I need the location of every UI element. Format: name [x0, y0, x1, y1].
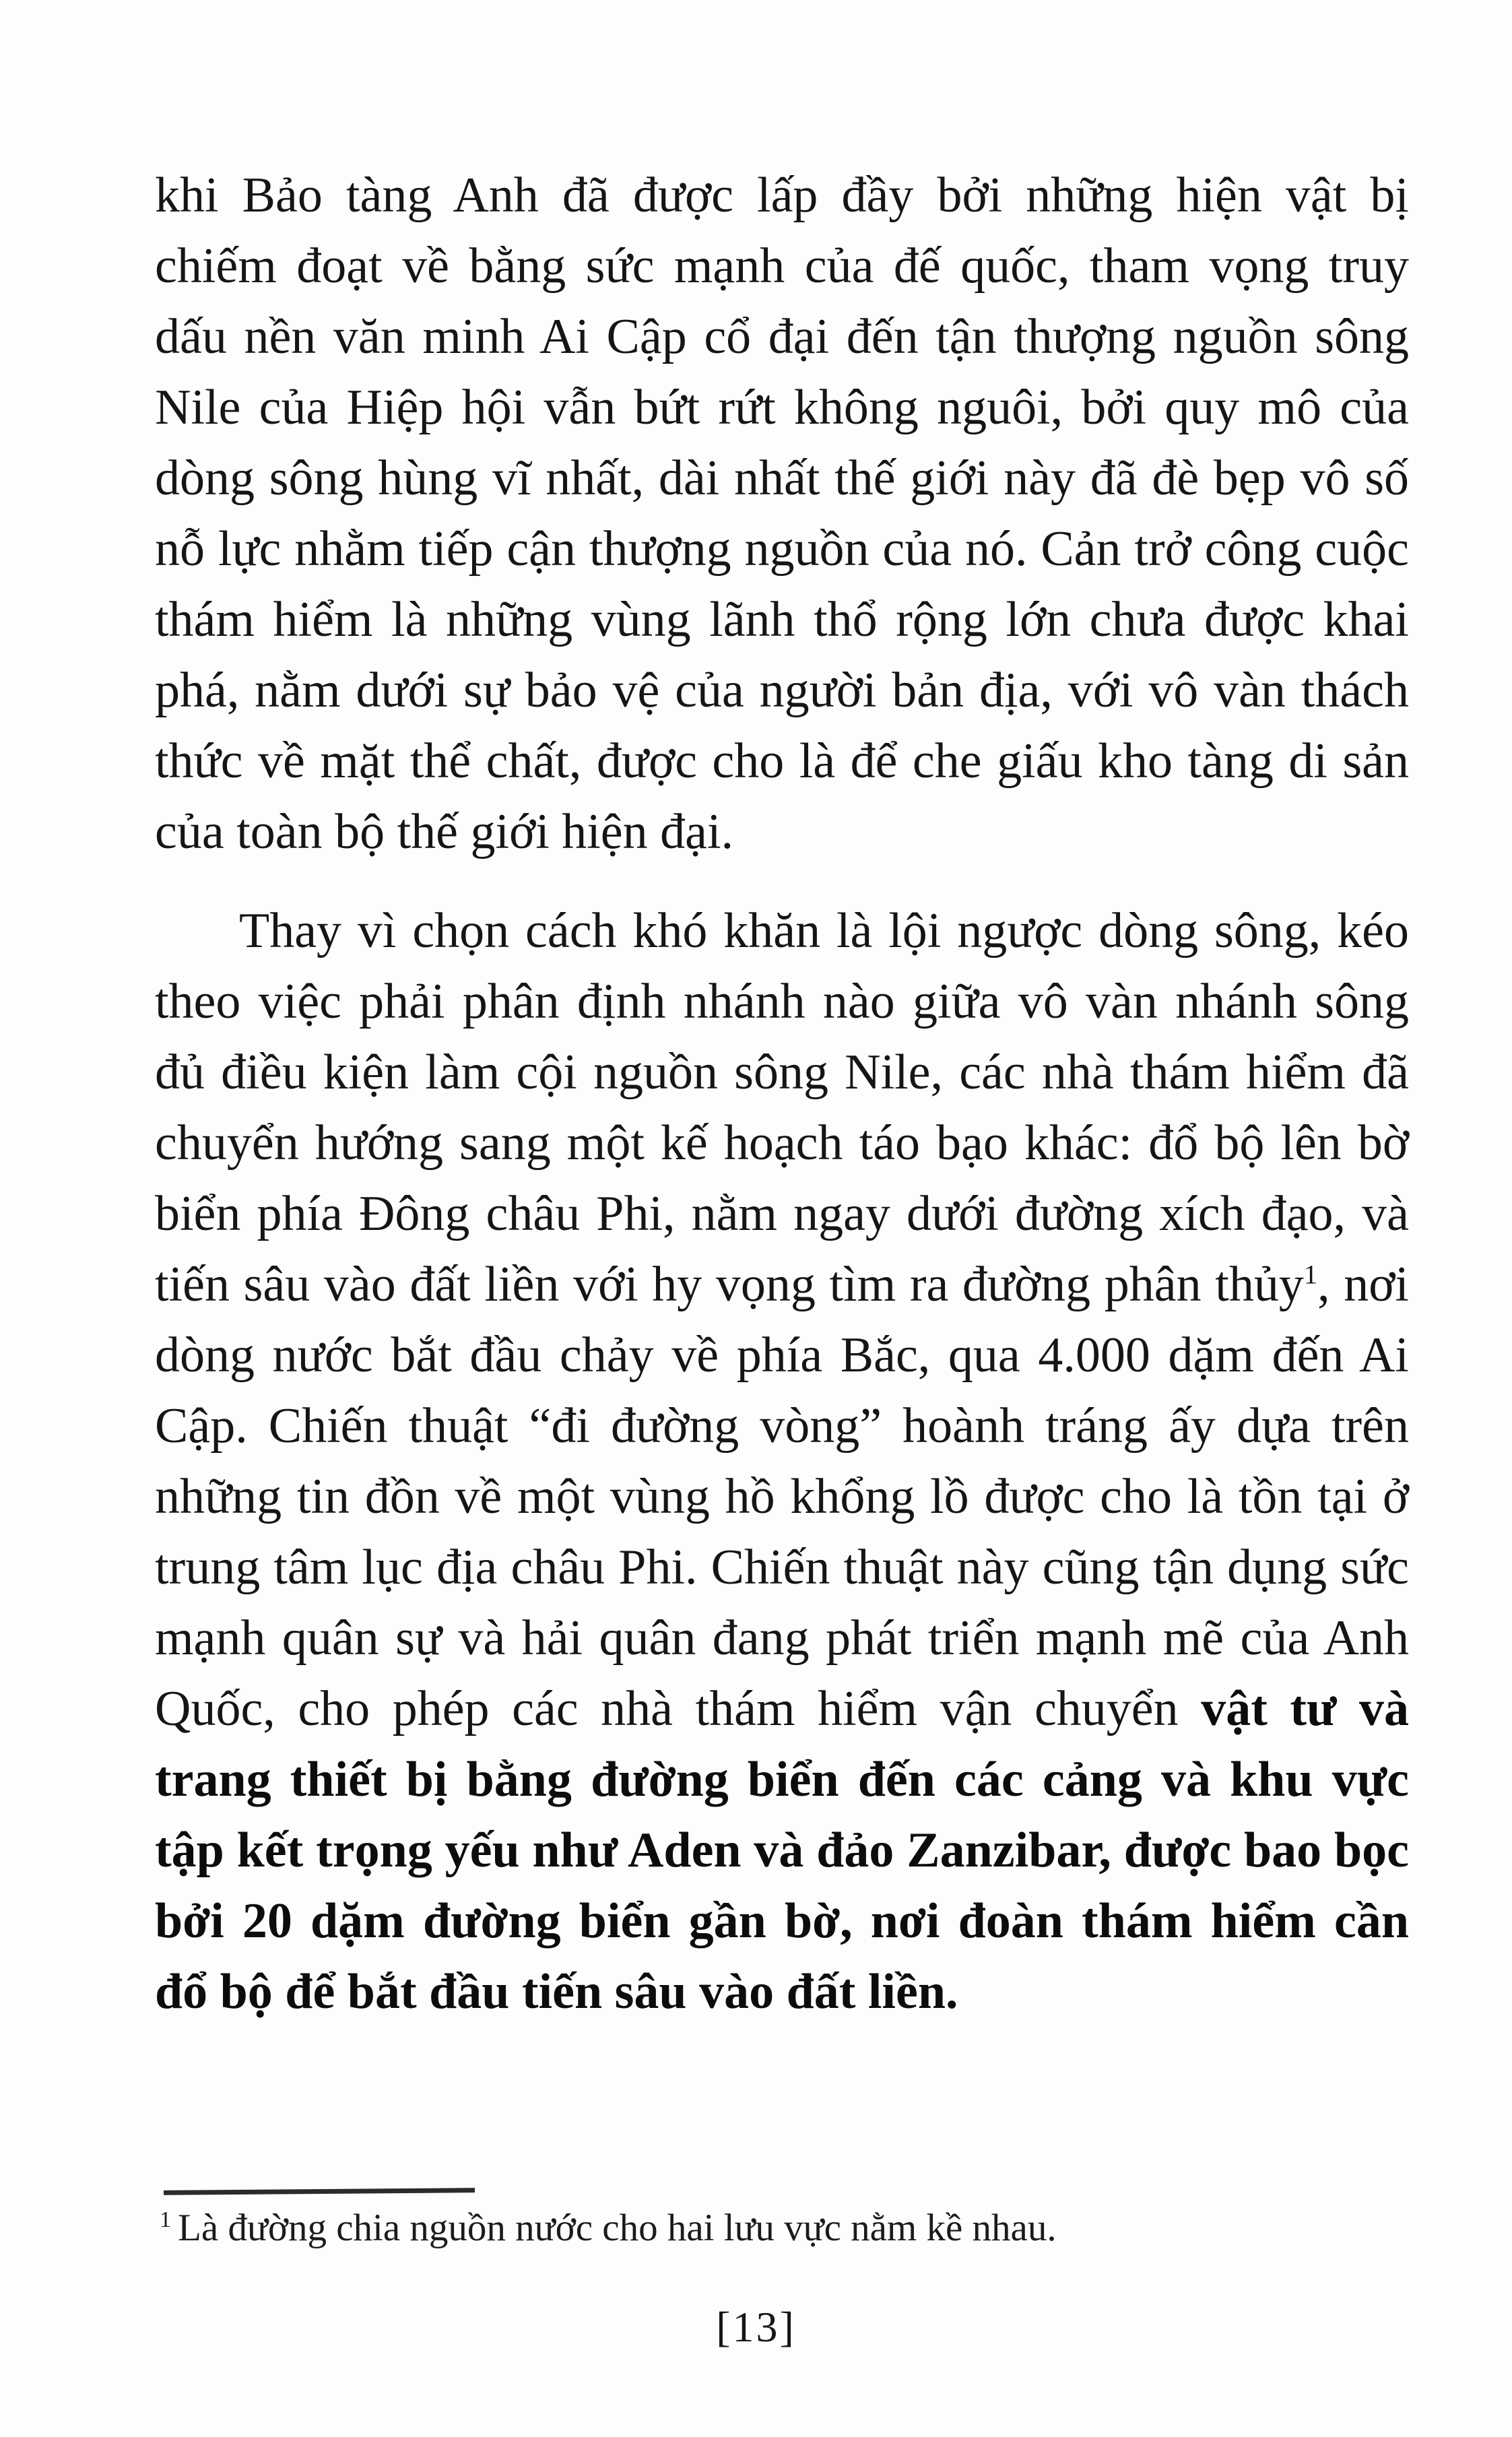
paragraph-2-text-a: Thay vì chọn cách khó khăn là lội ngược dòng sông, kéo theo việc phải phân định nhánh nào giữa vô vàn nhánh sông đủ điều kiện làm cội nguồn sông Nile, các nhà thám hiểm đã chuyển hướng sang một kế hoạch táo bạo khác: đổ bộ lên bờ biển phía Đông châu Phi, nằm ngay dưới đường xích đạo, và tiến sâu vào đất liền với hy vọng tìm ra đường phân thủy: [155, 903, 1409, 1312]
paragraph-1: [155, 160, 1409, 868]
paragraph-2-text-heavy: vật tư và trang thiết bị bằng đường biển đến các cảng và khu vực tập kết trọng yếu như Aden và đảo Zanzibar, được bao bọc bởi 20 dặm đường biển gần bờ, nơi đoàn thám hiểm cần đổ bộ để bắt đầu tiến sâu vào đất liền.: [155, 1681, 1409, 2019]
footnote-marker: 1: [160, 2207, 172, 2232]
body-text: [155, 160, 1409, 2027]
paragraph-1-text: khi Bảo tàng Anh đã được lấp đầy bởi những hiện vật bị chiếm đoạt về bằng sức mạnh của đế quốc, tham vọng truy dấu nền văn minh Ai Cập cổ đại đến tận thượng nguồn sông Nile của Hiệp hội vẫn bứt rứt không nguôi, bởi quy mô của dòng sông hùng vĩ nhất, dài nhất thế giới này đã đè bẹp vô số nỗ lực nhằm tiếp cận thượng nguồn của nó. Cản trở công cuộc thám hiểm là những vùng lãnh thổ rộng lớn chưa được khai phá, nằm dưới sự bảo vệ của người bản địa, với vô vàn thách thức về mặt thể chất, được cho là để che giấu kho tàng di sản của toàn bộ thế giới hiện đại.: [155, 168, 1409, 859]
footnote-separator: [164, 2188, 475, 2195]
paragraph-2-text-b: , nơi dòng nước bắt đầu chảy về phía Bắc, qua 4.000 dặm đến Ai Cập. Chiến thuật “đi đường vòng” hoành tráng ấy dựa trên những tin đồn về một vùng hồ khổng lồ được cho là tồn tại ở trung tâm lục địa châu Phi. Chiến thuật này cũng tận dụng sức mạnh quân sự và hải quân đang phát triển mạnh mẽ của Anh Quốc, cho phép các nhà thám hiểm vận chuyển: [155, 1257, 1409, 1736]
footnote: [160, 2204, 1170, 2252]
page-number: [13]: [716, 2303, 796, 2351]
footnote-text: Là đường chia nguồn nước cho hai lưu vực nằm kề nhau.: [178, 2207, 1057, 2249]
footnote-ref-1: 1: [1303, 1259, 1318, 1290]
paragraph-2: [155, 896, 1409, 2027]
